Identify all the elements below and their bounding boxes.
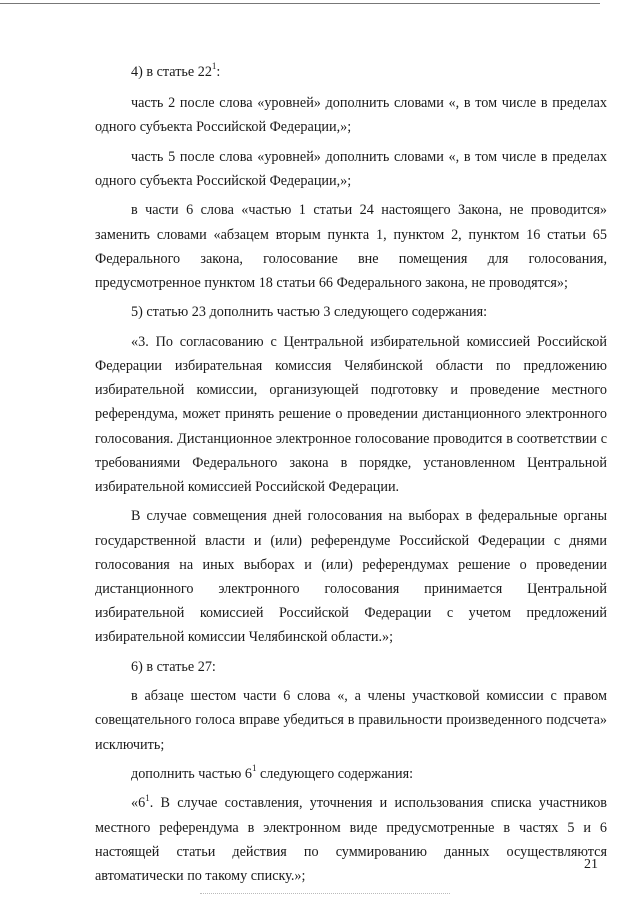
paragraph-abzac-6: в абзаце шестом части 6 слова «, а члены участковой комиссии с правом совещательного голоса вправе убедиться в правильности произведенного подсчета» исключить;: [95, 688, 607, 753]
page-number: 21: [584, 857, 598, 872]
scan-artifact-dots: [200, 893, 450, 895]
paragraph-part-3-text: «3. По согласованию с Центральной избирательной комиссией Российской Федерации избирательная комиссия Челябинской области по предложению избирательной комиссии, организующей подготовку и проведение местного референдума, может принять решение о проведении дистанционного электронного голосования. Дистанционное электронное голосование проводится в соответствии с требованиями Федерального закона в порядке, установленном Центральной избирательной комиссией Российской Федерации.: [95, 333, 607, 495]
paragraph-item-5: 5) статью 23 дополнить частью 3 следующего содержания:: [131, 304, 488, 321]
top-rule: [0, 3, 600, 4]
document-body: [95, 60, 607, 893]
paragraph-part-5: часть 5 после слова «уровней» дополнить словами «, в том числе в пределах одного субъекта Российской Федерации,»;: [95, 148, 607, 189]
paragraph-part-6-1-text: «$6^1$. В случае составления, уточнения и использования списка участников местного референдума в электронном виде предусмотренные в частях 5 и 6 настоящей статьи действия по суммированию данных осуществляются автоматически по такому списку.»;: [95, 792, 607, 884]
paragraph-item-6: 6) в статье 27:: [131, 658, 216, 675]
paragraph-part-6: в части 6 слова «частью 1 статьи 24 настоящего Закона, не проводится» заменить словами «абзацем вторым пункта 1, пунктом 2, пунктом 16 статьи 65 Федерального закона, голосование вне помещения для голосования, предусмотренное пунктом 18 статьи 66 Федерального закона, не проводятся»;: [95, 202, 607, 291]
paragraph-item-4: 4) в статье $22^1$:: [131, 61, 221, 80]
paragraph-add-part: дополнить частью $6^1$ следующего содержания:: [131, 763, 414, 782]
paragraph-part-2: часть 2 после слова «уровней» дополнить словами «, в том числе в пределах одного субъекта Российской Федерации,»;: [95, 95, 607, 136]
paragraph-combined-voting: В случае совмещения дней голосования на выборах в федеральные органы государственной власти и (или) референдуме Российской Федерации с днями голосования на иных выборах и (или) референдумах решение о проведении дистанционного электронного голосования принимается Центральной избирательной комиссией Российской Федерации с учетом предложений избирательной комиссии Челябинской области.»;: [95, 508, 607, 646]
superscript: 1: [145, 792, 150, 803]
superscript: 1: [251, 763, 257, 774]
superscript: 1: [211, 61, 217, 72]
